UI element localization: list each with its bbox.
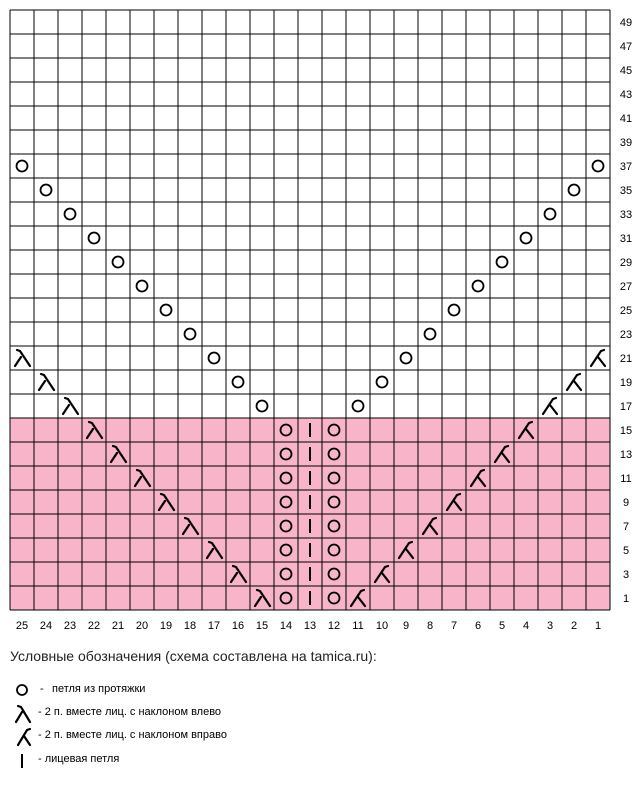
column-number: 23 [63,620,77,632]
column-number: 12 [327,620,341,632]
row-number: 23 [619,329,633,341]
column-number: 3 [546,620,554,632]
legend-title: Условные обозначения (схема составлена на tamica.ru): [10,648,377,664]
row-number: 43 [619,89,633,101]
row-number: 21 [619,353,633,365]
row-number: 37 [619,161,633,173]
row-number: 11 [620,473,632,485]
column-number: 7 [450,620,458,632]
column-number: 21 [111,620,125,632]
column-number: 11 [352,620,364,632]
row-number: 39 [619,137,633,149]
column-number: 16 [231,620,245,632]
k2tog-left-icon [12,703,36,725]
row-number: 35 [619,185,633,197]
column-number: 19 [159,620,173,632]
column-number: 10 [375,620,389,632]
legend-label-yo: петля из протяжки [52,683,146,695]
column-number: 1 [594,620,602,632]
column-number: 17 [207,620,221,632]
row-number: 25 [619,305,633,317]
column-number: 15 [255,620,269,632]
legend-label-knit: - лицевая петля [38,753,120,765]
row-number: 13 [619,449,633,461]
row-number: 49 [619,17,633,29]
row-number: 41 [619,113,633,125]
column-number: 8 [426,620,434,632]
column-number: 22 [87,620,101,632]
column-number: 24 [39,620,53,632]
row-number: 27 [619,281,633,293]
column-number: 13 [303,620,317,632]
column-number: 20 [135,620,149,632]
row-number: 29 [619,257,633,269]
legend-label-k2tog-right: - 2 п. вместе лиц. с наклоном вправо [38,729,227,741]
column-number: 5 [498,620,506,632]
knit-stitch-icon [12,750,36,772]
row-number: 33 [619,209,633,221]
legend-dash: - [40,683,44,695]
row-number: 17 [619,401,633,413]
k2tog-right-icon [12,726,36,748]
row-number: 7 [622,521,630,533]
row-number: 15 [619,425,633,437]
column-number: 14 [279,620,293,632]
row-number: 5 [622,545,630,557]
yarn-over-icon [12,680,36,700]
row-number: 1 [622,593,630,605]
row-number: 3 [622,569,630,581]
column-number: 6 [474,620,482,632]
column-number: 25 [15,620,29,632]
row-number: 19 [619,377,633,389]
column-number: 18 [183,620,197,632]
legend-label-k2tog-left: - 2 п. вместе лиц. с наклоном влево [38,706,222,718]
row-number: 9 [622,497,630,509]
column-number: 4 [522,620,530,632]
row-number: 31 [619,233,633,245]
column-number: 2 [570,620,578,632]
row-number: 45 [619,65,633,77]
column-number: 9 [402,620,410,632]
row-number: 47 [619,41,633,53]
